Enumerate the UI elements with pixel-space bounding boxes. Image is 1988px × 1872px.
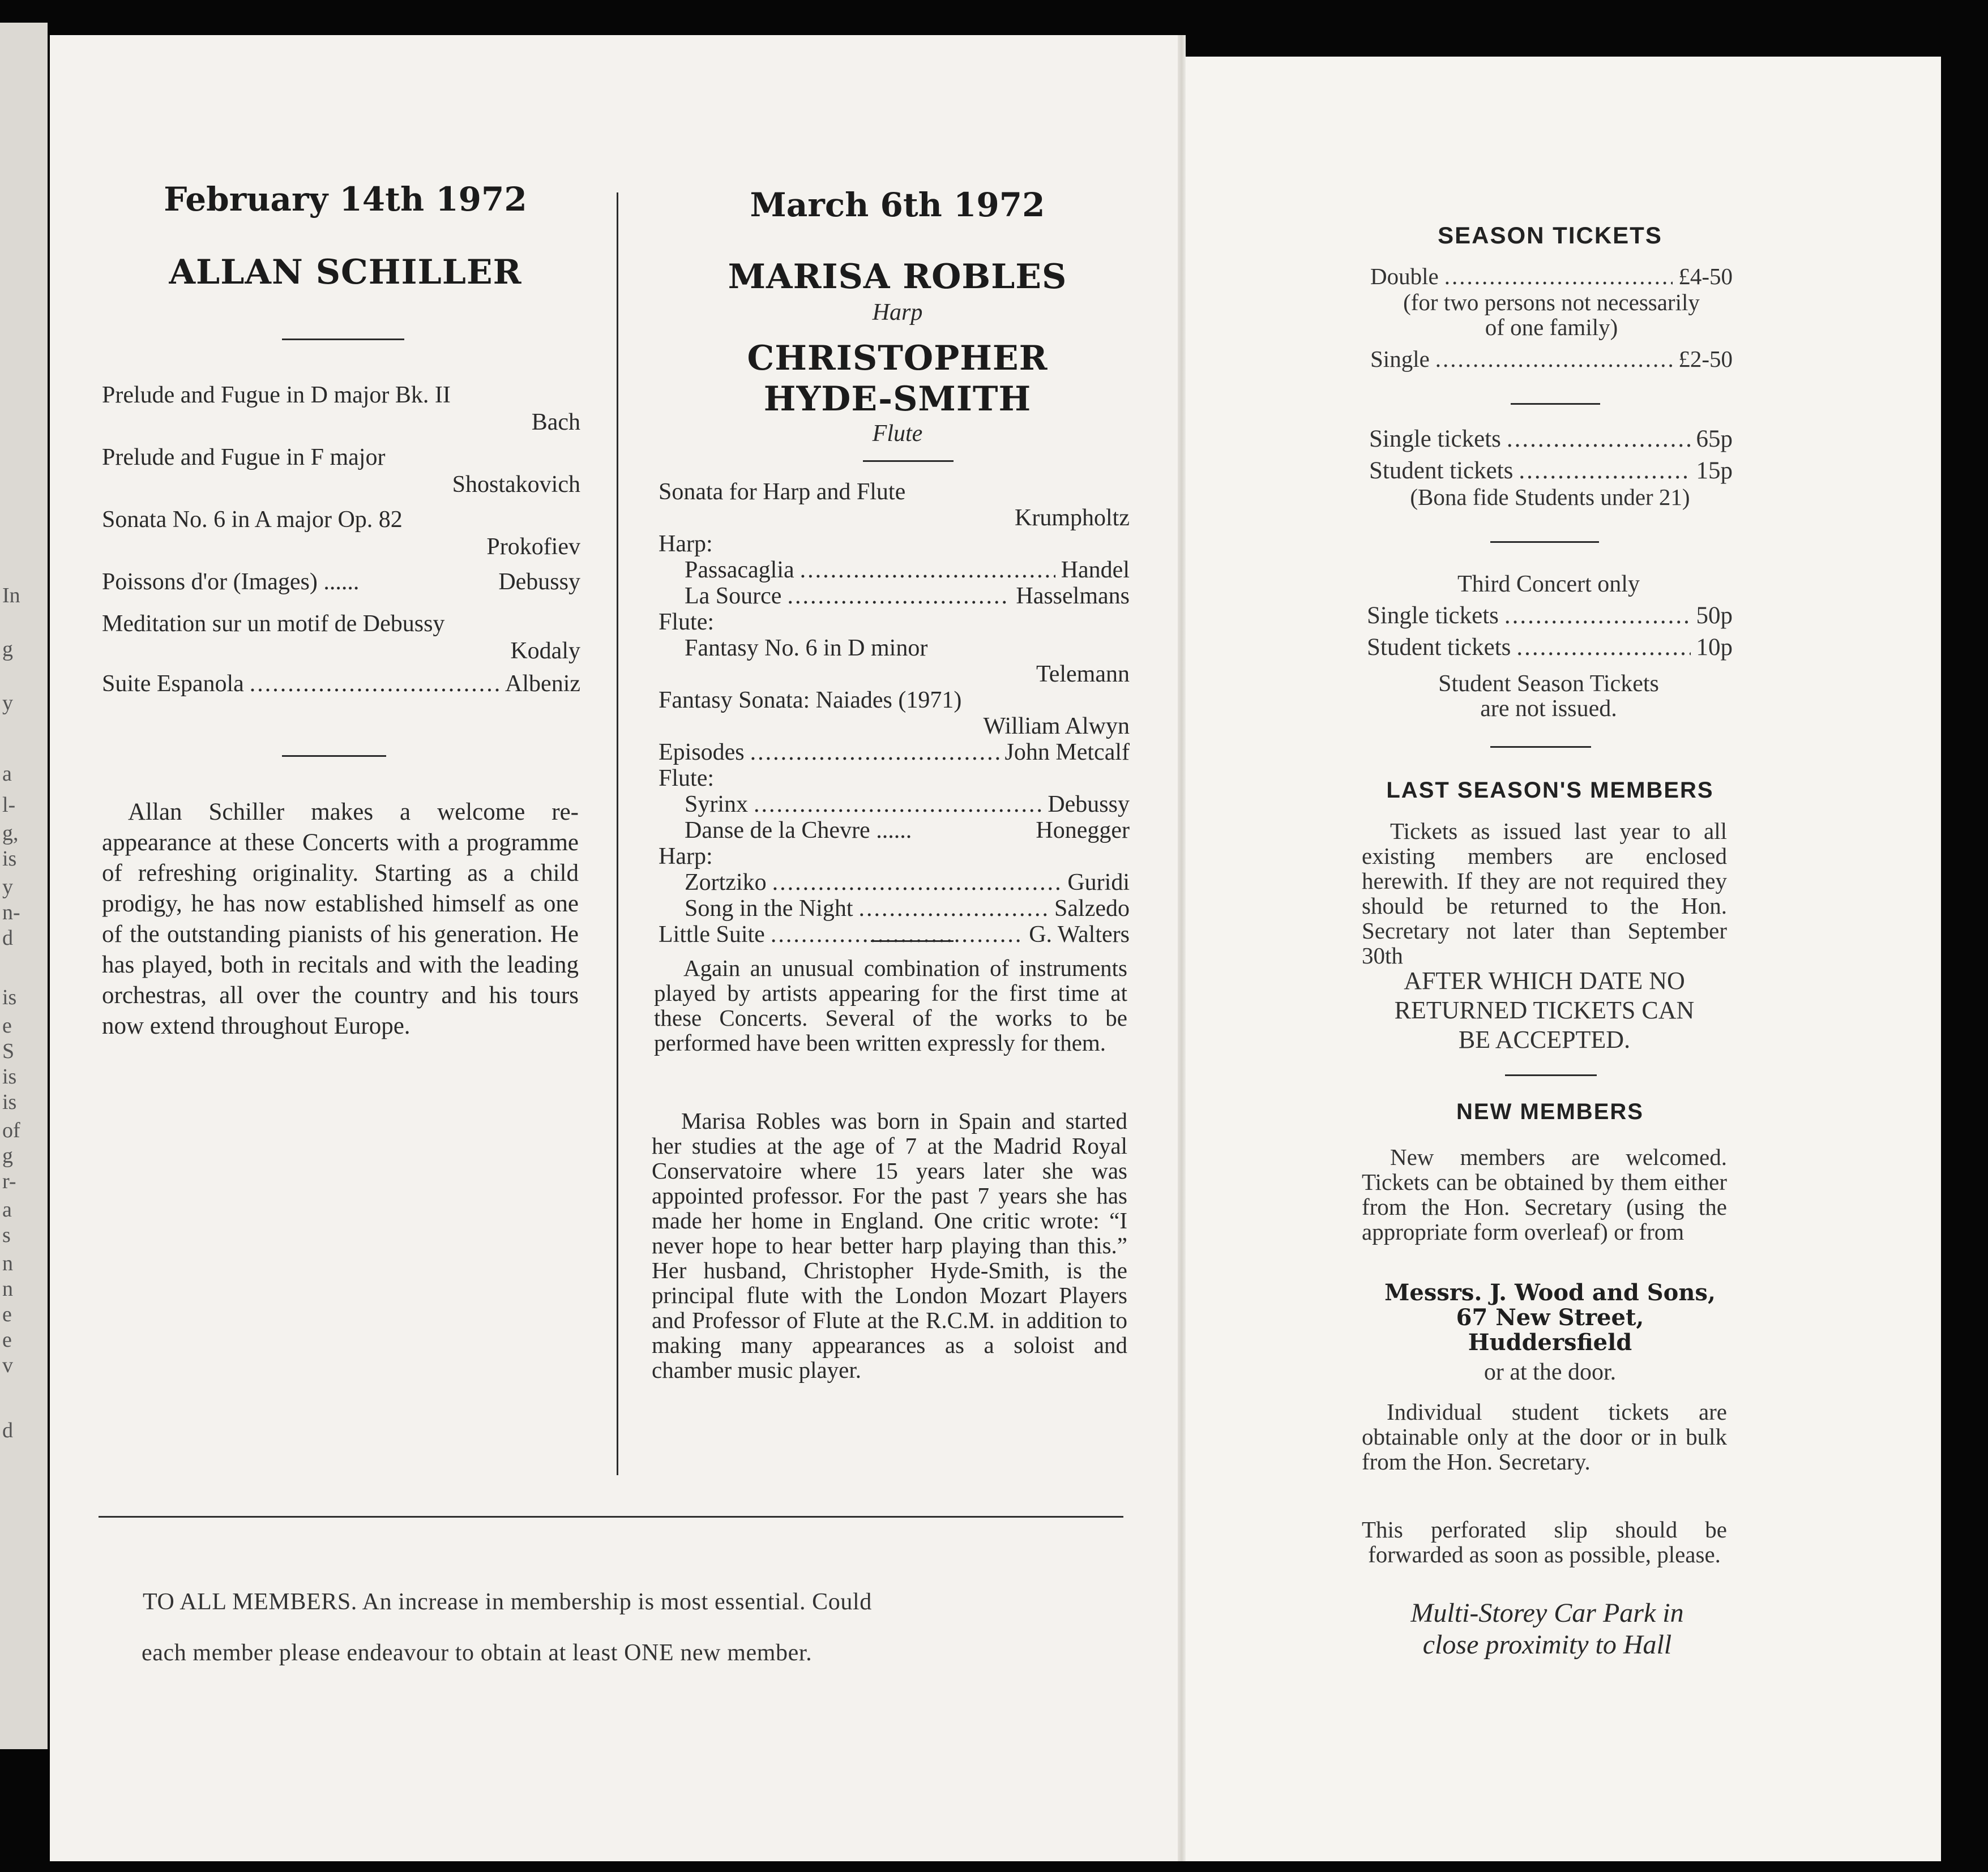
programme-item	[659, 557, 1130, 583]
new-members-heading: NEW MEMBERS	[1456, 1099, 1644, 1124]
divider	[1511, 403, 1600, 405]
programme-item	[102, 506, 580, 560]
footer-line-2: each member please endeavour to obtain at least ONE new member.	[142, 1640, 813, 1666]
bleed-letter: d	[2, 1419, 13, 1442]
divider	[1490, 541, 1599, 543]
divider	[282, 339, 404, 340]
third-single-row	[1367, 603, 1733, 628]
composer: John Metcalf	[1004, 739, 1130, 765]
bleed-letter: v	[2, 1353, 13, 1377]
student-season-note-2: are not issued.	[1480, 696, 1617, 722]
last-season-heading: LAST SEASON'S MEMBERS	[1386, 778, 1714, 803]
composer: Prokofiev	[486, 534, 580, 560]
programme-item	[659, 922, 1130, 948]
last-season-text: Tickets as issued last year to all existing members are enclosed herewith. If they are not required they should be returned to the Hon. Secretary not later than September 30th	[1362, 818, 1727, 969]
divider	[1505, 1074, 1597, 1076]
car-park-line-2: close proximity to Hall	[1422, 1630, 1672, 1660]
work-title: Poissons d'or (Images) ......	[102, 569, 360, 595]
programme-list-mar	[659, 479, 1130, 948]
work-title: Little Suite	[659, 922, 765, 948]
after-date-caps-1: AFTER WHICH DATE NO	[1404, 967, 1685, 995]
programme-item	[102, 670, 580, 697]
bleed-letter: g,	[2, 821, 19, 845]
ticket-label: Student tickets	[1369, 457, 1514, 484]
artist-name-robles: MARISA ROBLES	[728, 257, 1067, 297]
work-title: Prelude and Fugue in F major	[102, 444, 386, 470]
concert-date-mar: March 6th 1972	[750, 186, 1045, 224]
bleed-letter: g	[2, 637, 13, 661]
work-title: Syrinx	[685, 791, 749, 817]
bleed-letter: d	[2, 926, 13, 950]
work-title: Zortziko	[685, 869, 767, 896]
bleed-letter: In	[2, 584, 20, 607]
footer-line-1: TO ALL MEMBERS. An increase in membership is most essential. Could	[143, 1589, 872, 1615]
ticket-label: Double	[1370, 263, 1439, 289]
work-title: Song in the Night	[685, 896, 853, 922]
composer: G. Walters	[1029, 922, 1130, 948]
section-label-flute: Flute:	[659, 765, 715, 791]
bona-fide-note: (Bona fide Students under 21)	[1410, 484, 1690, 510]
double-ticket-row	[1370, 264, 1733, 289]
programme-item	[659, 869, 1130, 896]
after-date-caps-3: BE ACCEPTED.	[1458, 1026, 1631, 1053]
ticket-label: Single	[1370, 346, 1430, 372]
composer: Guridi	[1067, 869, 1130, 896]
programme-item	[659, 687, 1130, 739]
programme-list-feb	[102, 382, 580, 697]
bleed-letter: n	[2, 1277, 13, 1301]
ticket-price: £2-50	[1678, 346, 1733, 372]
composer: Hasselmans	[1016, 583, 1130, 609]
divider	[282, 755, 386, 757]
bleed-letter: e	[2, 1303, 12, 1326]
perforation-line	[99, 1516, 1123, 1518]
programme-item	[659, 479, 1130, 531]
ticket-label: Student tickets	[1367, 634, 1511, 661]
programme-item	[102, 382, 580, 436]
after-date-caps-2: RETURNED TICKETS CAN	[1394, 996, 1695, 1024]
bleed-letter: is	[2, 1090, 17, 1114]
ticket-label: Single tickets	[1367, 602, 1499, 629]
divider	[863, 460, 954, 462]
artist-name-christopher: CHRISTOPHER	[747, 339, 1048, 378]
bleed-letter: a	[2, 762, 12, 786]
composer: Shostakovich	[452, 472, 580, 498]
single-ticket-row	[1370, 346, 1733, 371]
work-title: Fantasy Sonata: Naiades (1971)	[659, 687, 962, 713]
divider	[1490, 746, 1591, 748]
concert-date-feb: February 14th 1972	[164, 180, 527, 219]
individual-student-text: Individual student tickets are obtainable only at the door or in bulk from the Hon. Secretary.	[1362, 1399, 1727, 1475]
programme-item	[659, 817, 1130, 843]
bleed-letter: is	[2, 986, 17, 1009]
composer: Honegger	[1036, 817, 1130, 843]
work-title: Passacaglia	[685, 557, 794, 583]
single-tickets-row	[1369, 427, 1733, 452]
divider	[871, 940, 954, 942]
section-label-harp: Harp:	[659, 531, 713, 557]
work-title: Meditation sur un motif de Debussy	[102, 611, 445, 637]
student-tickets-row	[1369, 459, 1733, 483]
bleed-letter: is	[2, 1065, 17, 1089]
composer: Bach	[531, 409, 580, 435]
bleed-letter: y	[2, 875, 13, 899]
instrument-harp: Harp	[872, 299, 923, 325]
composer: Salzedo	[1054, 896, 1130, 922]
address-line-1: Messrs. J. Wood and Sons,	[1384, 1279, 1716, 1306]
double-note-2: of one family)	[1485, 314, 1618, 340]
ticket-price: 65p	[1696, 426, 1733, 452]
work-title: Danse de la Chevre ......	[685, 817, 912, 843]
programme-item	[659, 791, 1130, 817]
programme-item	[659, 583, 1130, 609]
ticket-price: 50p	[1696, 602, 1733, 629]
bleed-letter: a	[2, 1198, 12, 1222]
perforated-slip-text: This perforated slip should be forwarded as soon as possible, please.	[1362, 1517, 1727, 1567]
section-label-harp: Harp:	[659, 843, 713, 869]
bleed-letter: g	[2, 1144, 13, 1168]
work-title: Sonata for Harp and Flute	[659, 479, 906, 505]
bleed-letter: s	[2, 1223, 11, 1247]
programme-item	[102, 444, 580, 498]
work-title: La Source	[685, 583, 782, 609]
robles-biography: Marisa Robles was born in Spain and started her studies at the age of 7 at the Madrid Royal Conservatoire where 15 years later she was appointed professor. For the past 7 years she has made her home in England. One critic wrote: “I never hope to hear better harp playing than this.” Her husband, Christopher Hyde-Smith, is the principal flute with the London Mozart Players and Professor of Flute at the R.C.M. in addition to making many appearances as a soloist and chamber music player.	[652, 1108, 1127, 1383]
composer: Krumpholtz	[1015, 505, 1130, 531]
work-title: Episodes	[659, 739, 745, 765]
work-title: Suite Espanola	[102, 671, 244, 697]
bleed-letter: n	[2, 1252, 13, 1275]
page-fold	[1178, 35, 1186, 1861]
bleed-letter: e	[2, 1014, 12, 1038]
bleed-letter: of	[2, 1119, 20, 1142]
car-park-line-1: Multi-Storey Car Park in	[1410, 1598, 1684, 1628]
ticket-price: £4-50	[1678, 263, 1733, 289]
composer: Telemann	[1036, 661, 1130, 687]
bleed-letter: y	[2, 691, 13, 715]
artist-name-hyde-smith: HYDE-SMITH	[763, 379, 1032, 419]
programme-item	[102, 610, 580, 665]
schiller-biography: Allan Schiller makes a welcome re-appearance at these Concerts with a programme of refreshing originality. Starting as a child prodigy, he has now established himself as one of the outstanding pianists of his generation. He has played, both in recitals and with the leading orchestras, all over the country and his tours now extend throughout Europe.	[102, 799, 579, 1039]
bleed-letter: S	[2, 1039, 15, 1063]
or-at-door: or at the door.	[1483, 1359, 1617, 1385]
work-title: Fantasy No. 6 in D minor	[685, 635, 928, 661]
address-line-2: 67 New Street,	[1456, 1304, 1644, 1331]
bleed-letter: e	[2, 1328, 12, 1352]
composer: Debussy	[1048, 791, 1130, 817]
ticket-price: 15p	[1696, 457, 1733, 484]
new-members-text: New members are welcomed. Tickets can be obtained by them either from the Hon. Secretary (using the appropriate form overleaf) or from	[1362, 1144, 1727, 1245]
composer: Debussy	[498, 569, 580, 595]
programme-item	[102, 568, 580, 596]
composer: Kodaly	[510, 638, 580, 664]
bleed-letter: r-	[2, 1170, 16, 1193]
third-concert-label: Third Concert only	[1457, 571, 1640, 597]
programme-item	[659, 896, 1130, 922]
robles-intro: Again an unusual combination of instruments played by artists appearing for the first time at these Concerts. Several of the works to be performed have been written expressly for them.	[654, 955, 1127, 1056]
artist-name-schiller: ALLAN SCHILLER	[169, 252, 522, 292]
student-season-note-1: Student Season Tickets	[1438, 671, 1659, 697]
ticket-label: Single tickets	[1369, 426, 1501, 452]
programme-item	[659, 635, 1130, 687]
address-line-3: Huddersfield	[1468, 1329, 1632, 1356]
work-title: Sonata No. 6 in A major Op. 82	[102, 507, 403, 533]
section-label-flute: Flute:	[659, 609, 715, 635]
work-title: Prelude and Fugue in D major Bk. II	[102, 382, 451, 408]
bleed-letter: n-	[2, 901, 20, 924]
programme-item	[659, 739, 1130, 765]
column-separator	[617, 192, 618, 1475]
bleed-letter: l-	[2, 793, 16, 817]
double-note-1: (for two persons not necessarily	[1403, 289, 1700, 315]
ticket-price: 10p	[1696, 634, 1733, 661]
third-student-row	[1367, 635, 1733, 660]
instrument-flute: Flute	[872, 421, 923, 447]
season-tickets-heading: SEASON TICKETS	[1438, 222, 1662, 249]
bleed-letter: is	[2, 847, 17, 871]
composer: Albeniz	[505, 671, 580, 697]
composer: Handel	[1061, 557, 1130, 583]
composer: William Alwyn	[983, 713, 1130, 739]
